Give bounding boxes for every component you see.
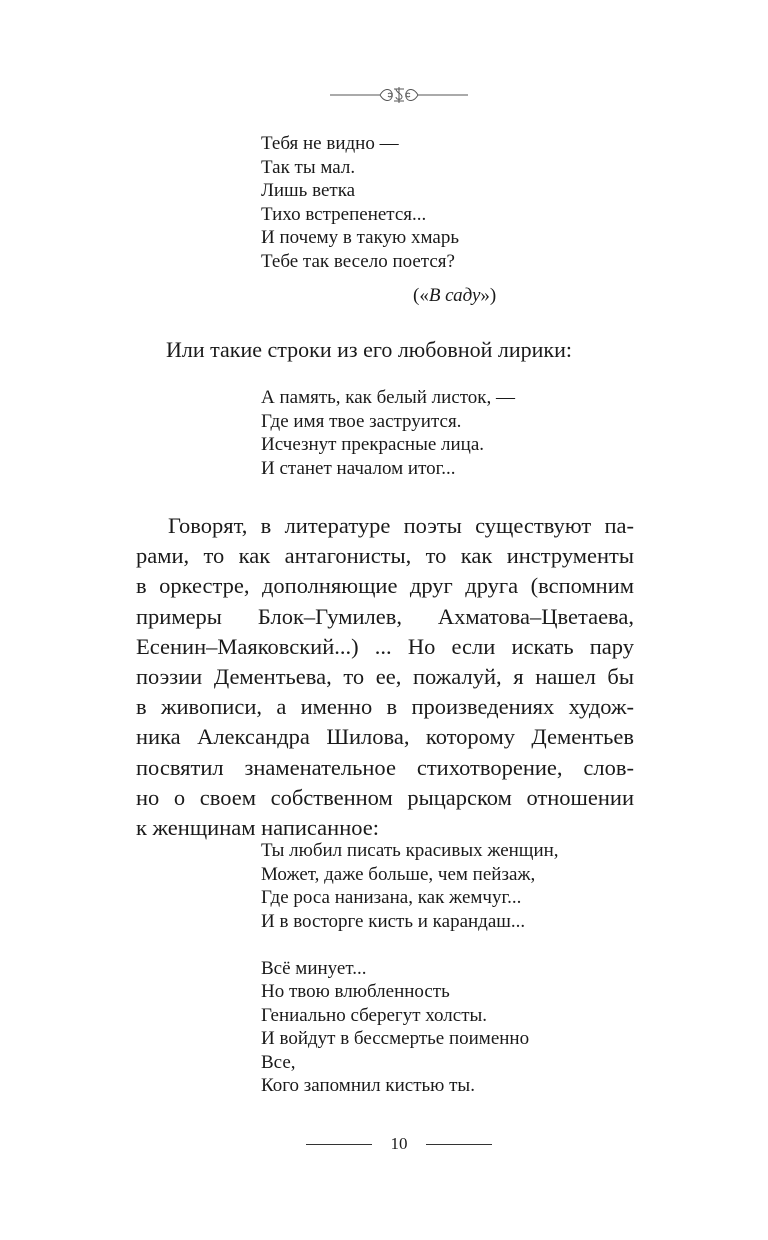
verse-line: Тебя не видно — xyxy=(261,133,399,154)
verse-line: Все, xyxy=(261,1051,296,1073)
verse-line: Кого запомнил кистью ты. xyxy=(261,1075,475,1096)
verse-line: Где имя твое заструится. xyxy=(261,410,462,432)
verse-love-lyrics xyxy=(261,386,515,480)
stanza-break xyxy=(261,933,559,957)
paragraph-line: к женщинам написанное: xyxy=(136,815,379,841)
verse-in-the-garden xyxy=(261,132,459,273)
paragraph-line: Говорят, в литературе поэты существуют па- xyxy=(168,513,634,538)
verse-line: Гениально сберегут холсты. xyxy=(261,1004,488,1026)
verse-line: Так ты мал. xyxy=(261,156,356,178)
paragraph-line: посвятил знаменательное стихотворение, слов- xyxy=(136,754,634,780)
page-number: 10 xyxy=(390,1134,408,1153)
paragraph-line: примеры Блок–Гумилев, Ахматова–Цветаева, xyxy=(136,603,634,629)
verse-to-shilov xyxy=(261,839,559,1098)
verse-line: Тебе так весело поется? xyxy=(261,250,455,272)
attribution-open: (« xyxy=(413,285,429,306)
verse-line: И почему в такую хмарь xyxy=(261,227,459,248)
paragraph-line: поэзии Дементьева, то ее, пожалуй, я нашел бы xyxy=(136,664,634,690)
paragraph-line: Есенин–Маяковский...) ... Но если искать пару xyxy=(136,633,634,659)
verse-line: Но твою влюбленность xyxy=(261,981,450,1002)
paragraph-line: в живописи, а именно в произведениях худож- xyxy=(136,694,634,720)
attribution-close: ») xyxy=(480,285,497,306)
verse-line: Тихо встрепенется... xyxy=(261,203,427,225)
verse-attribution xyxy=(413,284,496,308)
verse-line: Где роса нанизана, как жемчуг... xyxy=(261,887,522,908)
verse-line: Может, даже больше, чем пейзаж, xyxy=(261,863,536,885)
body-paragraph xyxy=(136,511,634,843)
verse-line: И в восторге кисть и карандаш... xyxy=(261,910,526,932)
verse-line: И войдут в бессмертье поименно xyxy=(261,1028,530,1049)
verse-line: Ты любил писать красивых женщин, xyxy=(261,840,559,861)
folio-rule-right xyxy=(426,1144,492,1145)
page-footer xyxy=(306,1132,492,1156)
paragraph-line: ника Александра Шилова, которому Дементьев xyxy=(136,724,634,750)
verse-line: А память, как белый листок, — xyxy=(261,387,516,408)
paragraph-line: рами, то как антагонисты, то как инструменты xyxy=(136,543,634,569)
verse-line: Всё минует... xyxy=(261,957,367,979)
verse-line: Лишь ветка xyxy=(261,180,356,201)
attribution-title: В саду xyxy=(428,285,481,306)
paragraph-line: но о своем собственном рыцарском отношении xyxy=(136,784,634,810)
intro-text: Или такие строки из его любовной лирики: xyxy=(166,337,572,362)
paragraph-line: в оркестре, дополняющие друг друга (вспомним xyxy=(136,573,634,599)
verse-line: Исчезнут прекрасные лица. xyxy=(261,434,485,455)
header-ornament-icon xyxy=(330,84,468,106)
verse-line: И станет началом итог... xyxy=(261,457,456,479)
